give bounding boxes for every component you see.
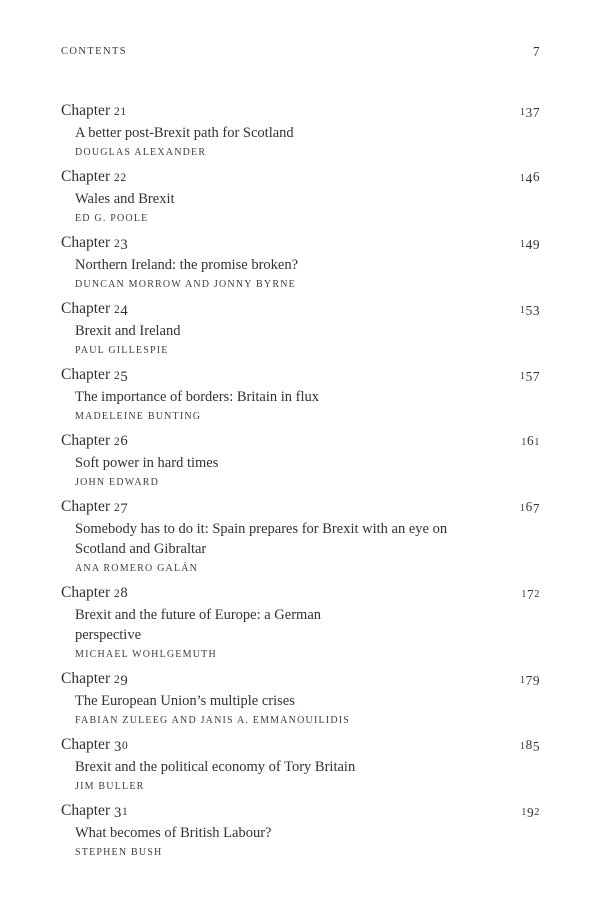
oldstyle-digit: 7 bbox=[532, 104, 540, 120]
oldstyle-digit: 1 bbox=[519, 741, 526, 752]
chapter-title-line: Somebody has to do it: Spain prepares for Brexit with an eye on bbox=[75, 521, 448, 537]
chapter-label: Chapter 26 bbox=[61, 432, 129, 449]
oldstyle-digit: 8 bbox=[525, 737, 533, 752]
oldstyle-digit: 1 bbox=[521, 589, 527, 600]
oldstyle-digit: 1 bbox=[519, 503, 526, 514]
chapter-author: STEPHEN BUSH bbox=[75, 847, 163, 858]
chapter-page-number bbox=[520, 298, 540, 321]
oldstyle-digit: 3 bbox=[113, 804, 122, 821]
oldstyle-digit: 1 bbox=[534, 437, 540, 448]
chapter-author: DOUGLAS ALEXANDER bbox=[75, 147, 207, 158]
chapter-page-number bbox=[521, 582, 540, 605]
chapter-title-line: The European Union’s multiple crises bbox=[75, 693, 295, 709]
chapter-author: FABIAN ZULEEG AND JANIS A. EMMANOUILIDIS bbox=[75, 715, 351, 726]
oldstyle-digit: 2 bbox=[113, 502, 121, 514]
chapter-title-block bbox=[61, 321, 540, 341]
chapter-title-line: Scotland and Gibraltar bbox=[75, 541, 207, 557]
running-title: CONTENTS bbox=[61, 46, 128, 57]
oldstyle-digit: 1 bbox=[521, 437, 527, 448]
chapter-row bbox=[61, 166, 540, 189]
oldstyle-digit: 3 bbox=[120, 236, 129, 253]
table-of-contents bbox=[61, 100, 540, 859]
chapter-entry bbox=[61, 800, 540, 859]
chapter-title-line: A better post-Brexit path for Scotland bbox=[75, 125, 294, 141]
oldstyle-digit: 2 bbox=[113, 588, 121, 600]
chapter-title-block bbox=[61, 123, 540, 143]
oldstyle-digit: 1 bbox=[519, 239, 526, 250]
oldstyle-digit: 3 bbox=[532, 302, 540, 318]
oldstyle-digit: 9 bbox=[532, 672, 540, 688]
oldstyle-digit: 6 bbox=[527, 433, 535, 448]
chapter-author: ED G. POOLE bbox=[75, 213, 149, 224]
chapter-title-line: perspective bbox=[75, 627, 142, 643]
chapter-title-line: Wales and Brexit bbox=[75, 191, 175, 207]
oldstyle-digit: 7 bbox=[532, 368, 540, 384]
oldstyle-digit: 2 bbox=[113, 674, 121, 686]
chapter-label: Chapter 31 bbox=[61, 800, 128, 823]
oldstyle-digit: 0 bbox=[121, 740, 129, 752]
oldstyle-digit: 5 bbox=[532, 738, 540, 754]
chapter-page-number bbox=[520, 100, 540, 123]
chapter-row bbox=[61, 100, 540, 123]
oldstyle-digit: 1 bbox=[521, 807, 527, 818]
oldstyle-digit: 9 bbox=[527, 804, 535, 820]
oldstyle-digit: 2 bbox=[113, 106, 121, 118]
oldstyle-digit: 2 bbox=[113, 436, 121, 448]
chapter-title-block bbox=[61, 691, 540, 711]
chapter-page-number bbox=[521, 800, 540, 823]
oldstyle-digit: 7 bbox=[525, 672, 533, 688]
oldstyle-digit: 1 bbox=[519, 675, 526, 686]
oldstyle-digit: 1 bbox=[519, 173, 526, 184]
chapter-entry bbox=[61, 582, 540, 661]
chapter-title-line: Soft power in hard times bbox=[75, 455, 219, 471]
chapter-title-line: Brexit and the political economy of Tory Britain bbox=[75, 759, 356, 775]
oldstyle-digit: 9 bbox=[532, 236, 540, 252]
oldstyle-digit: 2 bbox=[534, 589, 540, 600]
chapter-row bbox=[61, 582, 540, 605]
oldstyle-digit: 5 bbox=[120, 368, 129, 385]
chapter-label: Chapter 27 bbox=[61, 496, 128, 519]
chapter-author: MICHAEL WOHLGEMUTH bbox=[75, 649, 217, 660]
chapter-author: PAUL GILLESPIE bbox=[75, 345, 169, 356]
oldstyle-digit: 2 bbox=[113, 238, 121, 250]
chapter-author: MADELEINE BUNTING bbox=[75, 411, 202, 422]
chapter-row bbox=[61, 668, 540, 691]
chapter-title-line: Northern Ireland: the promise broken? bbox=[75, 257, 299, 273]
chapter-entry bbox=[61, 734, 540, 793]
oldstyle-digit: 6 bbox=[120, 433, 129, 449]
oldstyle-digit: 1 bbox=[120, 106, 127, 118]
oldstyle-digit: 7 bbox=[532, 500, 540, 516]
chapter-title-block bbox=[61, 823, 540, 843]
chapter-page-number bbox=[521, 430, 540, 453]
chapter-row bbox=[61, 364, 540, 387]
chapter-label: Chapter 23 bbox=[61, 232, 128, 255]
chapter-entry bbox=[61, 232, 540, 291]
chapter-title-block bbox=[61, 519, 540, 559]
oldstyle-digit: 2 bbox=[113, 370, 121, 382]
chapter-entry bbox=[61, 430, 540, 489]
oldstyle-digit: 4 bbox=[120, 302, 129, 319]
chapter-label: Chapter 24 bbox=[61, 298, 128, 321]
chapter-title-line: Brexit and the future of Europe: a German bbox=[75, 607, 322, 623]
oldstyle-digit: 2 bbox=[113, 304, 121, 316]
oldstyle-digit: 1 bbox=[519, 305, 526, 316]
chapter-label: Chapter 29 bbox=[61, 668, 128, 691]
oldstyle-digit: 2 bbox=[120, 172, 127, 184]
chapter-page-number bbox=[520, 166, 540, 189]
oldstyle-digit: 1 bbox=[121, 806, 129, 818]
oldstyle-digit: 8 bbox=[120, 585, 129, 601]
chapter-row bbox=[61, 800, 540, 823]
chapter-row bbox=[61, 430, 540, 453]
running-head bbox=[61, 0, 540, 59]
chapter-label: Chapter 21 bbox=[61, 102, 127, 119]
chapter-author: DUNCAN MORROW AND JONNY BYRNE bbox=[75, 279, 296, 290]
chapter-row bbox=[61, 496, 540, 519]
chapter-label: Chapter 22 bbox=[61, 168, 127, 185]
chapter-entry bbox=[61, 496, 540, 575]
oldstyle-digit: 7 bbox=[532, 43, 540, 59]
chapter-author: JOHN EDWARD bbox=[75, 477, 160, 488]
chapter-entry bbox=[61, 298, 540, 357]
oldstyle-digit: 4 bbox=[525, 170, 533, 186]
oldstyle-digit: 6 bbox=[525, 499, 533, 514]
chapter-page-number bbox=[520, 232, 540, 255]
chapter-title-block bbox=[61, 605, 540, 645]
chapter-author: ANA ROMERO GALÁN bbox=[75, 563, 199, 574]
chapter-page-number bbox=[520, 496, 540, 519]
chapter-author: JIM BULLER bbox=[75, 781, 145, 792]
oldstyle-digit: 5 bbox=[525, 302, 533, 318]
chapter-entry bbox=[61, 100, 540, 159]
chapter-title-block bbox=[61, 189, 540, 209]
oldstyle-digit: 1 bbox=[519, 107, 526, 118]
chapter-page-number bbox=[520, 734, 540, 757]
chapter-entry bbox=[61, 364, 540, 423]
chapter-row bbox=[61, 298, 540, 321]
oldstyle-digit: 7 bbox=[527, 586, 535, 602]
oldstyle-digit: 2 bbox=[113, 172, 121, 184]
chapter-label: Chapter 25 bbox=[61, 364, 128, 387]
chapter-page-number bbox=[520, 668, 540, 691]
oldstyle-digit: 3 bbox=[113, 738, 122, 755]
chapter-row bbox=[61, 232, 540, 255]
oldstyle-digit: 4 bbox=[525, 236, 533, 252]
oldstyle-digit: 3 bbox=[525, 104, 533, 120]
chapter-entry bbox=[61, 166, 540, 225]
chapter-label: Chapter 30 bbox=[61, 734, 128, 757]
chapter-label: Chapter 28 bbox=[61, 584, 129, 601]
oldstyle-digit: 7 bbox=[120, 500, 129, 517]
oldstyle-digit: 6 bbox=[532, 169, 540, 184]
chapter-page-number bbox=[520, 364, 540, 387]
oldstyle-digit: 1 bbox=[519, 371, 526, 382]
oldstyle-digit: 2 bbox=[534, 807, 540, 818]
chapter-title-line: Brexit and Ireland bbox=[75, 323, 181, 339]
chapter-title-block bbox=[61, 255, 540, 275]
oldstyle-digit: 5 bbox=[525, 368, 533, 384]
oldstyle-digit: 9 bbox=[120, 672, 129, 689]
chapter-title-line: The importance of borders: Britain in flux bbox=[75, 389, 320, 405]
folio-page-number bbox=[533, 42, 540, 59]
chapter-title-line: What becomes of British Labour? bbox=[75, 825, 272, 841]
chapter-title-block bbox=[61, 757, 540, 777]
chapter-title-block bbox=[61, 387, 540, 407]
chapter-entry bbox=[61, 668, 540, 727]
chapter-row bbox=[61, 734, 540, 757]
chapter-title-block bbox=[61, 453, 540, 473]
